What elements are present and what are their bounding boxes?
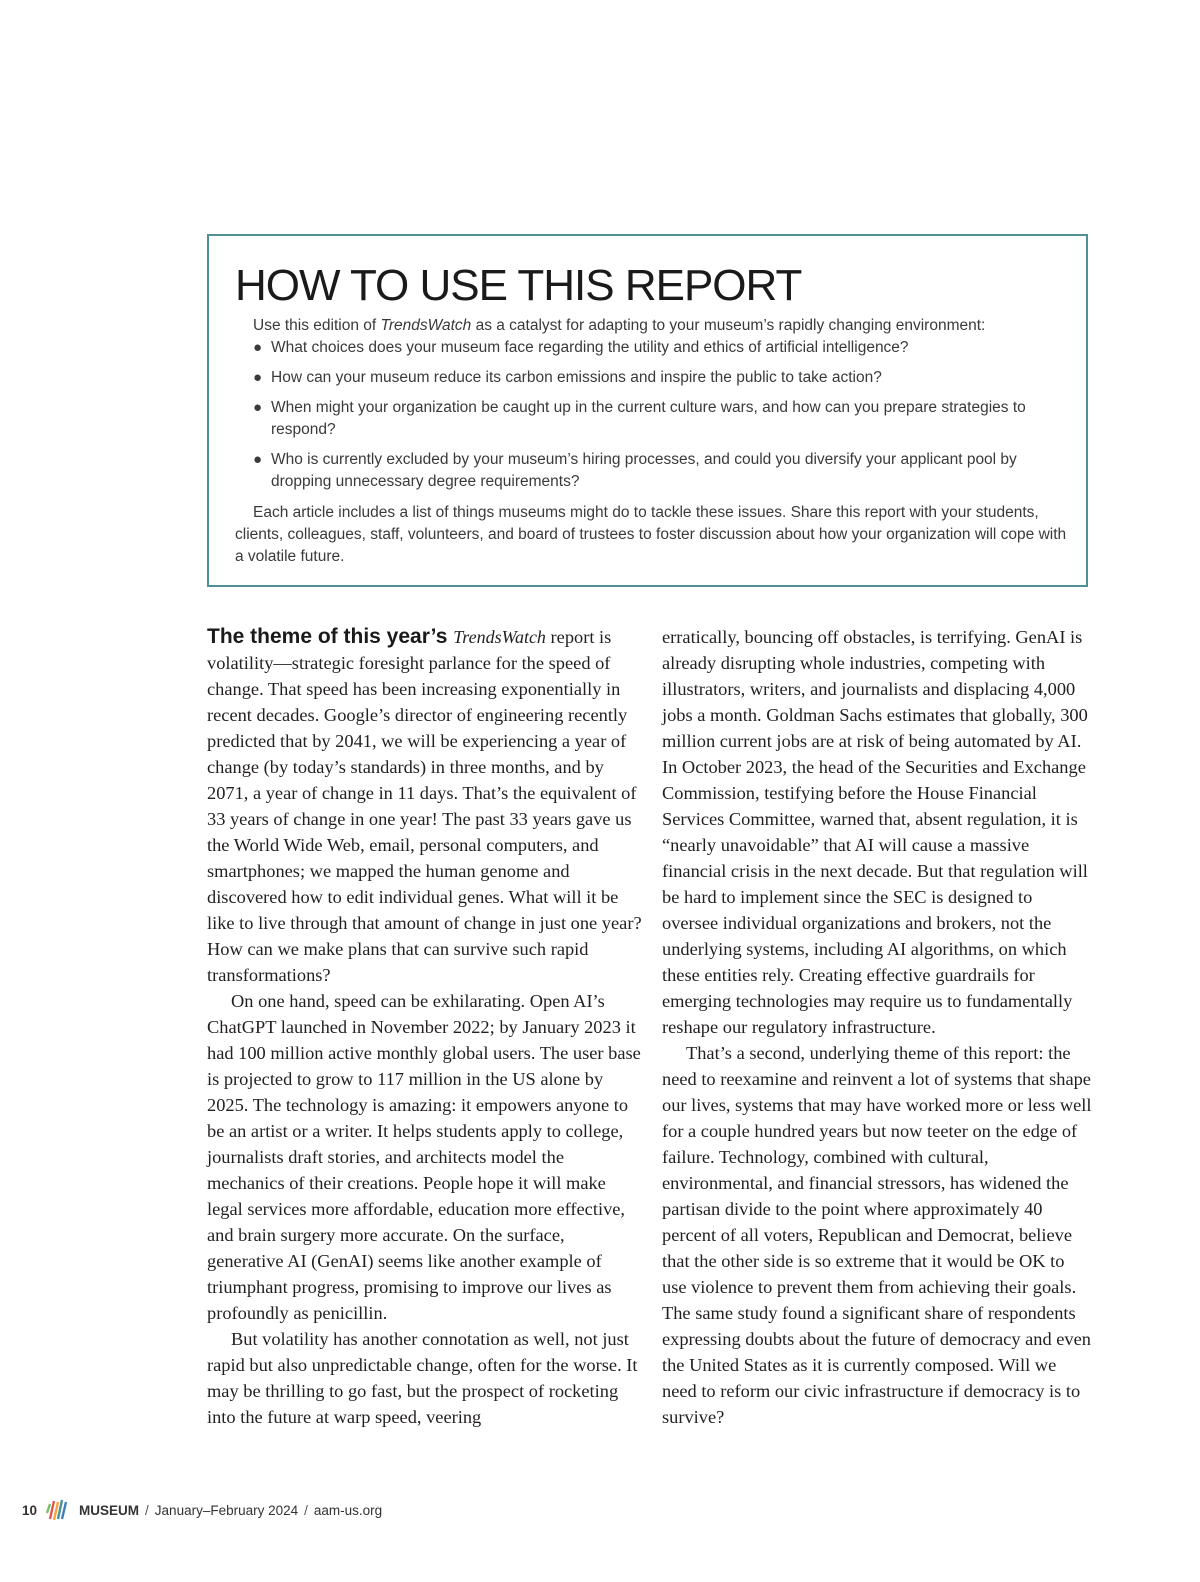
how-to-use-callout	[207, 234, 1088, 587]
callout-title: HOW TO USE THIS REPORT	[235, 261, 802, 310]
bullet-icon: ●	[253, 369, 263, 386]
callout-bullet: ● How can your museum reduce its carbon emissions and inspire the public to take action?	[253, 367, 1063, 389]
article-column-left	[207, 624, 645, 1430]
article-lead-italic: TrendsWatch	[453, 627, 546, 647]
museum-logo-icon	[45, 1497, 71, 1523]
page-footer	[22, 1497, 382, 1523]
bullet-icon: ●	[253, 451, 263, 468]
article-column-right	[662, 624, 1092, 1430]
callout-bullet: ● What choices does your museum face regarding the utility and ethics of artificial intelligence?	[253, 337, 1063, 359]
issue-date: January–February 2024	[154, 1502, 299, 1518]
article-paragraph: That’s a second, underlying theme of this report: the need to reexamine and reinvent a lot of systems that shape our lives, systems that may have worked more or less well for a couple hundred years but now teeter on the edge of failure. Technology, combined with cultural, environmental, and financial stressors, has widened the partisan divide to the point where approximately 40 percent of all voters, Republican and Democrat, believe that the other side is so extreme that it would be OK to use violence to prevent them from achieving their goals. The same study found a significant share of respondents expressing doubts about the future of democracy and even the United States as it is currently composed. Will we need to reform our civic infrastructure if democracy is to survive?	[662, 1043, 1092, 1427]
article-paragraph: The theme of this year’s TrendsWatch report is volatility—strategic foresight parlance for the speed of change. That speed has been increasing exponentially in recent decades. Google’s director of engineering recently predicted that by 2041, we will be experiencing a year of change (by today’s standards) in three months, and by 2071, a year of change in 11 days. That’s the equivalent of 33 years of change in one year! The past 33 years gave us the World Wide Web, email, personal computers, and smartphones; we mapped the human genome and discovered how to edit individual genes. What will it be like to live through that amount of change in just one year? How can we make plans that can survive such rapid transformations?	[207, 625, 642, 985]
callout-bullet-list	[253, 337, 1063, 501]
callout-intro: Use this edition of TrendsWatch as a catalyst for adapting to your museum’s rapidly changing environment:	[253, 317, 986, 334]
bullet-icon: ●	[253, 399, 263, 416]
footer-separator: /	[304, 1502, 308, 1518]
callout-outro: Each article includes a list of things museums might do to tackle these issues. Share this report with your students, clients, colleagues, staff, volunteers, and board of trustees to foster discussion about how your organization will cope with a volatile future.	[235, 504, 1067, 565]
footer-separator: /	[145, 1502, 149, 1518]
callout-bullet: ● Who is currently excluded by your museum’s hiring processes, and could you diversify your applicant pool by dropping unnecessary degree requirements?	[253, 451, 1017, 490]
magazine-name: MUSEUM	[79, 1502, 140, 1518]
article-paragraph: erratically, bouncing off obstacles, is terrifying. GenAI is already disrupting whole industries, competing with illustrators, writers, and journalists and displacing 4,000 jobs a month. Goldman Sachs estimates that globally, 300 million current jobs are at risk of being automated by AI. In October 2023, the head of the Securities and Exchange Commission, testifying before the House Financial Services Committee, warned that, absent regulation, it is “nearly unavoidable” that AI will cause a massive financial crisis in the next decade. But that regulation will be hard to implement since the SEC is designed to oversee individual organizations and brokers, not the underlying systems, including AI algorithms, on which these entities rely. Creating effective guardrails for emerging technologies may require us to fundamentally reshape our regulatory infrastructure.	[662, 627, 1088, 1037]
callout-bullet: ● When might your organization be caught up in the current culture wars, and how can you prepare strategies to respond?	[253, 399, 1026, 438]
article-lead-heading: The theme of this year’s	[207, 625, 454, 648]
article-paragraph: But volatility has another connotation as well, not just rapid but also unpredictable change, often for the worse. It may be thrilling to go fast, but the prospect of rocketing into the future at warp speed, veering	[207, 1329, 638, 1427]
page-number: 10	[22, 1502, 38, 1518]
bullet-icon: ●	[253, 339, 263, 356]
website-url: aam-us.org	[313, 1502, 383, 1518]
article-paragraph: On one hand, speed can be exhilarating. Open AI’s ChatGPT launched in November 2022; by January 2023 it had 100 million active monthly global users. The user base is projected to grow to 117 million in the US alone by 2025. The technology is amazing: it empowers anyone to be an artist or a writer. It helps students apply to college, journalists draft stories, and architects model the mechanics of their creations. People hope it will make legal services more affordable, education more effective, and brain surgery more accurate. On the surface, generative AI (GenAI) seems like another example of triumphant progress, promising to improve our lives as profoundly as penicillin.	[207, 991, 641, 1323]
